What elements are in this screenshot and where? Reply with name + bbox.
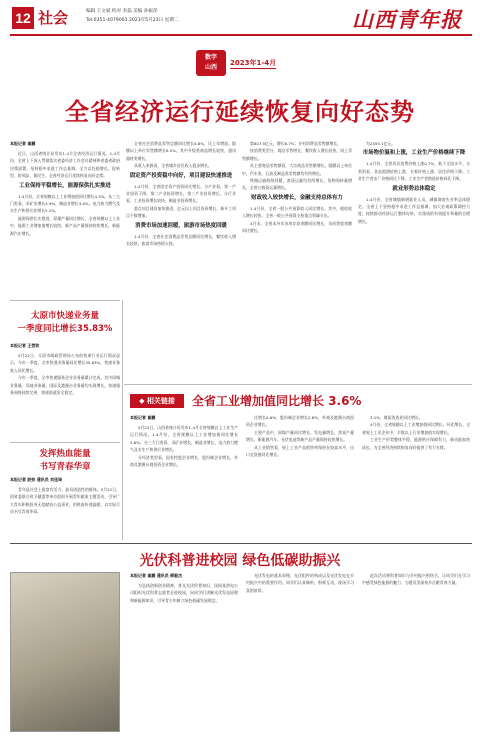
article5-byline: 本报记者 崔鹏 通讯员 柳毅杰 xyxy=(130,573,183,578)
article5-paragraph: 为弘扬创新创业精神，普及光伏科普知识，国网某供电公司组织光伏科普志愿者走进校园，向同学们讲解光伏发电原理和新能源知识，引导青少年树立绿色低碳发展理念。 xyxy=(130,583,238,603)
article2-title-line2: 一季度同比增长35.83% xyxy=(17,324,113,334)
link-label-text: 相关链接 xyxy=(146,397,175,405)
article5-column-1 xyxy=(130,582,238,732)
stamp-top: 数字 xyxy=(204,54,217,61)
lead-byline: 本报记者 崔鹏 xyxy=(10,141,36,146)
data-stamp xyxy=(196,50,226,76)
lead-paragraph: 第807.5亿元，增长8.7%；乡村消费品零售额增长。 xyxy=(250,141,342,146)
article2-body xyxy=(10,352,120,440)
article4-paragraph: 比增长0.6%；股份制企业增长2.8%，外商及港澳台商投资企业增长。 xyxy=(246,415,354,428)
article4-paragraph: 5月23日，山西省统计局发布1-4月全省规模以上工业生产运行情况。1-4月份，全省规模以上工业增加值同比增长3.6%。分三大门类看，采矿业增长，制造业增长，电力热力燃气及水生产和供应业增长。 xyxy=(130,425,238,453)
divider xyxy=(122,300,123,540)
lead-paragraph: 按消费类型分，商品零售增长，餐饮收入增长较快。网上零售额增长。 xyxy=(242,148,352,161)
related-link-bar xyxy=(130,392,470,410)
lead-subhead-6: 就业形势总体稳定 xyxy=(392,185,436,192)
article5-title: 光伏科普进校园 绿色低碳助振兴 xyxy=(139,553,341,569)
article3-title xyxy=(10,448,120,474)
article3-title-line1: 发挥热血能量 xyxy=(39,449,91,459)
article4-paragraph: 3.1%，煤炭洗选业同比增长。 xyxy=(370,415,423,420)
article4-column-3 xyxy=(362,414,470,538)
article3-byline: 本报记者 胶弥 通讯员 刘佳琦 xyxy=(10,477,63,482)
link-title: 全省工业增加值同比增长 3.6% xyxy=(192,394,362,408)
article4-paragraph: 4月份，全省规模以上工业增加值同比增长，环比增长。全省规上工业企业中，半数以上行业增加值实现增长。 xyxy=(362,422,470,435)
article5-paragraph: 光伏发电的基本原理、光伏组件的构成以及光伏发电在乡村振兴中的重要作用。同学们认真倾听，积极互动，现场学习氛围浓厚。 xyxy=(246,573,354,593)
lead-column-4 xyxy=(358,140,470,380)
lead-paragraph: 1-4月份，全省规模以上工业增加值同比增长4.3%。从三大门类看，采矿业增长4.9%，制造业增长3.0%，电力热力燃气及水生产和供应业增长5.2%。 xyxy=(10,193,120,214)
lead-subhead-2: 固定资产投资稳中向好，项目建设快速推进 xyxy=(129,172,233,179)
divider xyxy=(124,384,472,385)
link-arrow-icon: ◆ xyxy=(139,397,145,405)
section-name: 社会 xyxy=(38,9,69,27)
stamp-date: 2023年1-4月 xyxy=(230,59,277,67)
lead-subhead-3: 消费市场加速回暖，旅游市场热度回暖 xyxy=(135,222,227,229)
article3-title-line2: 书写青春华章 xyxy=(39,462,91,472)
meta-line: 编辑 王文斌 校对 李磊 美编 孙振萍 xyxy=(86,9,158,14)
divider xyxy=(10,442,120,443)
page-header xyxy=(0,0,480,44)
article4-column-1 xyxy=(130,424,238,538)
article2-paragraph: 5月22日，太原市邮政管理局公布的快递行业运行情况显示，今年一季度，全市快递业务量同比增长35.83%，快递业务收入同比增长。 xyxy=(10,353,120,373)
lead-subhead-5: 市场物价温和上涨，工业生产价格继续下降 xyxy=(362,150,466,157)
lead-subhead-4: 财政收入较快增长，金融支持总体有力 xyxy=(251,194,343,201)
page-number: 12 xyxy=(12,7,34,29)
lead-paragraph: 近日，山西省统计局发布1-4月全省经济运行情况。1-4月份，全省上下深入贯彻落实省委经济工作会议精神和省委省政府决策部署，坚持稳中求进工作总基调，全力以赴稳增长、促转型、防风险、保民生，全省经济运行延续恢复向好态势。 xyxy=(10,151,120,179)
lead-paragraph: 4月末，全省本外币各项存款余额同比增长，各项贷款余额同比增长。 xyxy=(242,220,352,234)
article4-byline: 本报记者 崔鹏 xyxy=(130,415,156,420)
lead-paragraph: 铁路运输持续回暖，客货运量均有所增长，货物周转量增长，全省公路货运量增长。 xyxy=(242,178,352,191)
article2-byline: 本报记者 王恺钦 xyxy=(10,343,40,348)
lead-paragraph: 1-4月份，全省社会消费品零售总额同比增长，餐饮收入增长较快，旅游市场持续火热。 xyxy=(126,233,236,247)
stamp-bottom: 山西 xyxy=(204,64,217,71)
section-rule xyxy=(10,543,472,544)
article3-body xyxy=(10,486,120,540)
article5-column-3 xyxy=(362,572,470,732)
article2-title-line1: 太原市快递业务量 xyxy=(30,311,99,321)
article5-paragraph: 此次活动将科普知识与乡村振兴相结合，让同学们在学习中感受绿色能源的魅力，为建设美丽家乡贡献青春力量。 xyxy=(362,573,470,586)
article5-photo xyxy=(10,572,120,732)
lead-paragraph: 重点项目建设加快推进，亿元以上项目投资增长，新开工项目个数增加。 xyxy=(126,205,236,219)
lead-paragraph: 1-4月份，全省城镇新增就业人员，城镇调查失业率总体稳定。全省上下坚持稳中求进工作总基调，加大宏观政策调控力度，持续推动经济运行整体好转，实现质的有效提升和量的合理增长。 xyxy=(358,196,470,224)
lead-paragraph: 从主要商品零售额看，大宗商品零售额增长。限额以上单位中，汽车类、石油及制品类零售额均有所增长。 xyxy=(242,163,352,176)
lead-paragraph: 1-4月份，全省固定资产投资同比增长。分产业看，第一产业投资下降，第二产业投资增长，第三产业投资增长。分行业看，工业投资增长较快，制造业投资增长。 xyxy=(126,183,236,204)
lead-paragraph: 1-4月份，全省居民消费价格上涨0.7%，低于全国水平。分类别看，食品烟酒价格上涨，衣着价格上涨，居住价格下降。工业生产者出厂价格同比下降，工业生产者购进价格同比下降。 xyxy=(358,161,470,182)
lead-paragraph: 从收入来源看，全省城乡居民收入稳步增长。 xyxy=(134,163,212,169)
lead-paragraph: 全省社会消费品零售总额同比增长4.8%，比上年增加。限额以上单位零售额增长8.5%。其中升级类商品增长较快，通讯器材类增长。 xyxy=(126,141,236,161)
lead-column-1 xyxy=(10,150,120,295)
article4-paragraph: 分经济类型看，国有控股企业增长，股份制企业增长，外商及港澳台商投资企业增长。 xyxy=(130,454,238,468)
lead-column-3 xyxy=(242,140,352,380)
link-label xyxy=(130,394,184,408)
article4-paragraph: 主要产品中，原煤产量同比增长，发电量增长，焦炭产量增长。新能源汽车、光伏电池等新产品产量保持较快增长。 xyxy=(246,429,354,443)
divider xyxy=(10,300,120,301)
meta-line-2: Tel:0351-4079003 2023年5月23日 星期二 xyxy=(86,18,179,23)
masthead-logo: 山西青年报 xyxy=(352,7,462,32)
lead-paragraph: 能源保供扎实推进，原煤产量同比增长，全省规模以上工业中，能源工业增加值增长较快，新产品产量保持较快增长，新能源汽车增长。 xyxy=(10,215,120,236)
article5-column-2 xyxy=(246,572,354,732)
article4-paragraph: 从工业销售看，规上工业产品销售率保持在较高水平，出口交货值同比增长。 xyxy=(246,444,354,458)
main-title: 全省经济运行延续恢复向好态势 xyxy=(65,98,415,126)
article3-paragraph: 青年是社会上最富有活力、最具创造性的群体。5月22日，团省委联合省卫健委等单位组织开展青年献血主题活动，引导广大青年积极投身无偿献血公益事业，用热血传递温暖，以实际行动书写青春华章。 xyxy=(10,487,120,515)
header-rule xyxy=(10,34,472,36)
lead-paragraph: 1-4月份，全省一般公共预算收入同比增长。其中，税收收入增长较快。全省一般公共预算支持重点领域支出。 xyxy=(242,205,352,219)
article2-title xyxy=(10,310,120,336)
article4-column-2 xyxy=(246,414,354,538)
article4-paragraph: 工业生产形势整体平稳，能源供应保障有力，新动能加快成长，为全省经济持续恢复向好提供了有力支撑。 xyxy=(362,437,470,450)
lead-column-2 xyxy=(126,140,236,380)
article2-paragraph: 今年一季度，全市快递服务企业业务量累计完成，其中同城业务量、异地业务量、国际及港澳台业务量均实现增长。快递服务网络持续完善，寄递渠道安全稳定。 xyxy=(10,375,120,396)
lead-paragraph: 为2455.1亿元。 xyxy=(366,141,396,146)
lead-subhead-1: 工业保持平稳增长，能源保供扎实推进 xyxy=(19,182,111,189)
